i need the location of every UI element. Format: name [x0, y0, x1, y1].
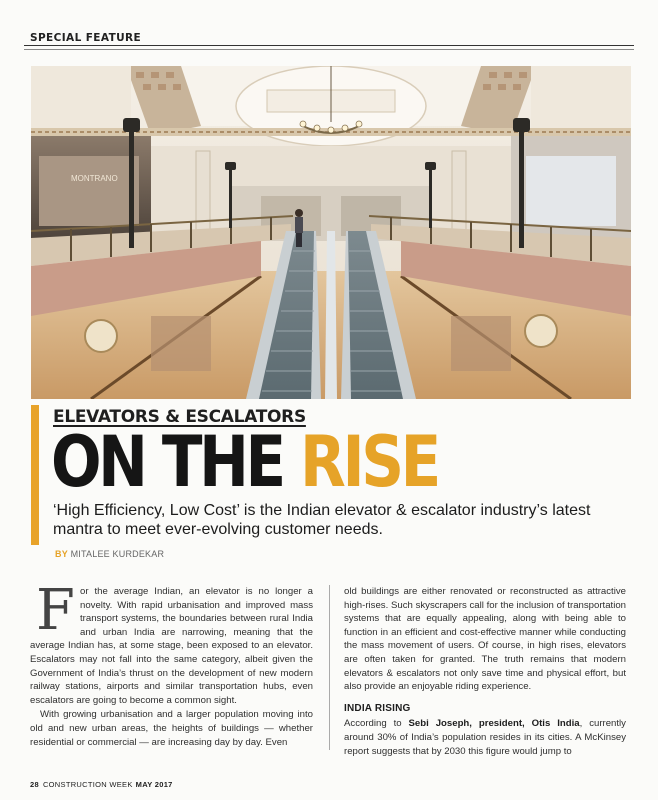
deck: ‘High Efficiency, Low Cost’ is the Indian elevator & escalator industry’s latest mantra to meet ever-evolving customer needs. — [53, 502, 591, 538]
issue-date: MAY 2017 — [135, 780, 173, 789]
accent-bar — [31, 405, 39, 545]
store-sign: MONTRANO — [71, 174, 118, 183]
paragraph-1-text: or the average Indian, an elevator is no longer a novelty. With rapid urbanisation and improved mass transport systems, the boundaries between rural India and urban India are narrowing, meaning that the average Indian has, at some stage, been exposed to an elevator. Escalators may not fall into the same category, albeit given the Government of India’s thrust on the development of new modern railway stations, airports and similar transportation hubs, even escalators are going to become a common sight. — [30, 586, 313, 706]
paragraph-4-post: , currently around 30% of India’s population resides in its cities. A McKinsey report suggests that by 2030 this figure would jump to — [344, 718, 626, 757]
paragraph-2: With growing urbanisation and a larger population moving into old and new urban areas, the heights of buildings — whether residential or commercial — are increasing day by day. Even — [30, 709, 313, 748]
headline-part1: ON THE — [51, 421, 301, 503]
footer — [30, 780, 173, 789]
byline-name: MITALEE KURDEKAR — [70, 549, 165, 559]
kicker: ELEVATORS & ESCALATORS — [53, 407, 306, 427]
headline — [51, 421, 438, 503]
paragraph-3: old buildings are either renovated or reconstructed as attractive high-rises. Such skyscrapers call for the inclusion of transportation systems that are equally appealing, along with being able to function in an efficient and cost-effective manner while conducting the mass movement of users. Of course, in high rises, elevators are often taken for granted. The truth remains that modern elevators & escalators not only save time and physical effort, but also provide an enjoyable riding experience. — [344, 586, 626, 693]
paragraph-4-pre: According to — [344, 718, 409, 730]
headline-part2: RISE — [300, 421, 438, 503]
byline — [55, 549, 164, 559]
section-rule-thin — [24, 49, 634, 50]
magazine-name: CONSTRUCTION WEEK — [42, 780, 133, 789]
column-left — [30, 578, 313, 750]
byline-prefix: BY — [55, 549, 68, 559]
page-number: 28 — [30, 780, 39, 789]
section-label: SPECIAL FEATURE — [30, 32, 142, 44]
subhead: INDIA RISING — [344, 702, 411, 714]
quoted-person: Sebi Joseph, president, Otis India — [408, 718, 580, 730]
column-rule — [329, 585, 330, 750]
section-rule — [24, 45, 634, 46]
dropcap: F — [36, 578, 75, 643]
mall-escalator-photo — [31, 66, 631, 399]
paragraph-1 — [30, 578, 313, 707]
paragraph-4 — [344, 717, 626, 758]
column-right — [344, 585, 626, 759]
